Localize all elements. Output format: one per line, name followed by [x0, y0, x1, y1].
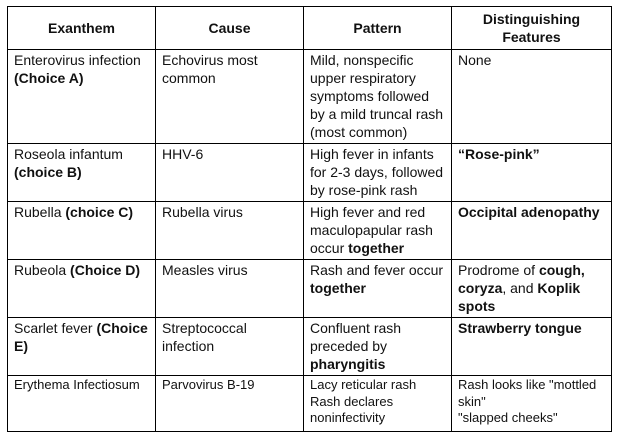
features-bold: Strawberry tongue	[458, 320, 582, 336]
cell-exanthem	[8, 144, 156, 202]
exanthem-choice: (Choice D)	[70, 262, 141, 278]
features-bold: coryza	[458, 280, 503, 296]
features-line: Rash looks like "mottled skin"	[458, 377, 597, 409]
cell-pattern: High fever in infants for 2-3 days, followed by rose-pink rash	[304, 144, 452, 202]
cell-pattern	[304, 260, 452, 318]
cell-pattern: Mild, nonspecific upper respiratory symptoms followed by a mild truncal rash (most common)	[304, 50, 452, 144]
features-bold: Occipital adenopathy	[458, 204, 600, 220]
header-distinguishing-features: Distinguishing Features	[452, 7, 612, 50]
cell-exanthem	[8, 318, 156, 376]
table-row	[8, 202, 612, 260]
exanthem-choice: (Choice E)	[14, 320, 148, 354]
features-text: Prodrome of	[458, 262, 536, 278]
pattern-bold: pharyngitis	[310, 356, 386, 372]
table-row	[8, 376, 612, 432]
table-row	[8, 318, 612, 376]
table-row	[8, 50, 612, 144]
exanthem-name: Rubeola	[14, 262, 67, 278]
exanthem-table	[7, 6, 612, 432]
cell-cause: Rubella virus	[156, 202, 304, 260]
pattern-bold: together	[310, 280, 366, 296]
exanthem-name: Enterovirus infection	[14, 52, 141, 68]
features-bold: cough,	[538, 262, 585, 278]
cell-exanthem	[8, 50, 156, 144]
exanthem-name: Rubella	[14, 204, 62, 220]
header-cause: Cause	[156, 7, 304, 50]
cell-pattern	[304, 376, 452, 432]
features-bold: Koplik spots	[458, 280, 581, 314]
table-row	[8, 260, 612, 318]
cell-pattern	[304, 202, 452, 260]
cell-features	[452, 260, 612, 318]
cell-exanthem	[8, 260, 156, 318]
pattern-text: High fever and red maculopapular rash occur	[310, 204, 433, 256]
pattern-text: Confluent rash preceded by	[310, 320, 402, 354]
cell-exanthem: Erythema Infectiosum	[8, 376, 156, 432]
cell-cause: HHV-6	[156, 144, 304, 202]
cell-features	[452, 202, 612, 260]
header-pattern: Pattern	[304, 7, 452, 50]
cell-features	[452, 318, 612, 376]
table-header-row	[8, 7, 612, 50]
cell-features	[452, 144, 612, 202]
features-bold: “Rose-pink”	[458, 146, 540, 162]
pattern-line: Rash declares noninfectivity	[310, 393, 394, 425]
cell-cause: Measles virus	[156, 260, 304, 318]
cell-cause: Echovirus most common	[156, 50, 304, 144]
cell-exanthem	[8, 202, 156, 260]
cell-features: None	[452, 50, 612, 144]
cell-pattern	[304, 318, 452, 376]
pattern-bold: together	[348, 240, 405, 256]
exanthem-name: Roseola infantum	[14, 146, 123, 162]
table-row	[8, 144, 612, 202]
cell-cause: Streptococcal infection	[156, 318, 304, 376]
header-exanthem: Exanthem	[8, 7, 156, 50]
features-text: , and	[502, 280, 534, 296]
pattern-text: Rash and fever occur	[310, 262, 444, 278]
cell-features	[452, 376, 612, 432]
exanthem-choice: (choice B)	[14, 164, 82, 180]
cell-cause: Parvovirus B-19	[156, 376, 304, 432]
exanthem-name: Scarlet fever	[14, 320, 93, 336]
features-line: "slapped cheeks"	[458, 410, 558, 425]
pattern-line: Lacy reticular rash	[310, 377, 417, 392]
exanthem-choice: (Choice A)	[14, 70, 84, 86]
exanthem-choice: (choice C)	[65, 204, 134, 220]
